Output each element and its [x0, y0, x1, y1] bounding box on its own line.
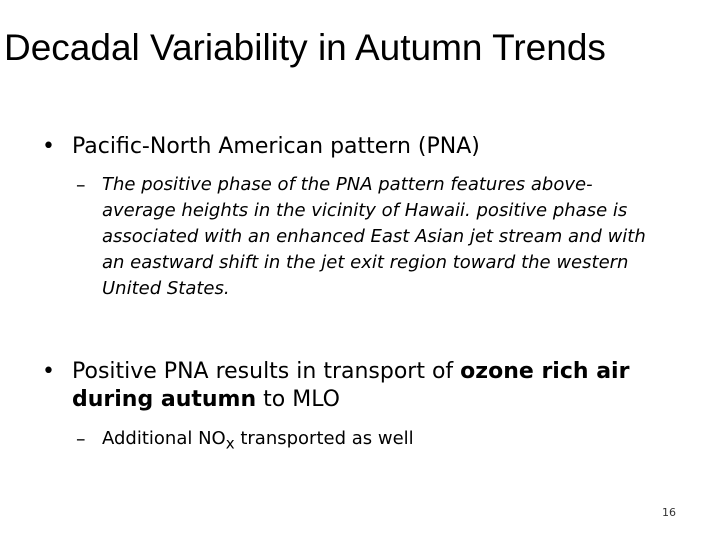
subscript-x: x [225, 434, 235, 453]
bullet-text-pna: Pacific-North American pattern (PNA) [72, 134, 480, 159]
bullet-text-part: Positive PNA results in transport of [72, 359, 461, 384]
bullet-text-bold: ozone rich air during autumn [72, 359, 630, 412]
slide-title: Decadal Variability in Autumn Trends [4, 27, 606, 68]
sub-bullet-marker: – [76, 428, 86, 450]
sub-bullet-text-pna-description: The positive phase of the PNA pattern features above-average heights in the vicinity of Hawaii. positive phase is associated with an enhanced East Asian jet stream and with an eastward shift in the jet exit region toward the western United States. [102, 174, 646, 299]
bullet-marker: • [42, 134, 55, 159]
bullet-text-part: to MLO [256, 387, 340, 412]
bullet-marker: • [42, 359, 55, 384]
sub-text-part: transported as well [234, 428, 414, 449]
sub-bullet-text-nox [102, 426, 662, 457]
bullet-text-positive-pna [72, 358, 672, 414]
sub-bullet-marker: – [76, 174, 86, 196]
page-number: 16 [662, 506, 676, 519]
sub-text-part: Additional NO [102, 428, 226, 449]
